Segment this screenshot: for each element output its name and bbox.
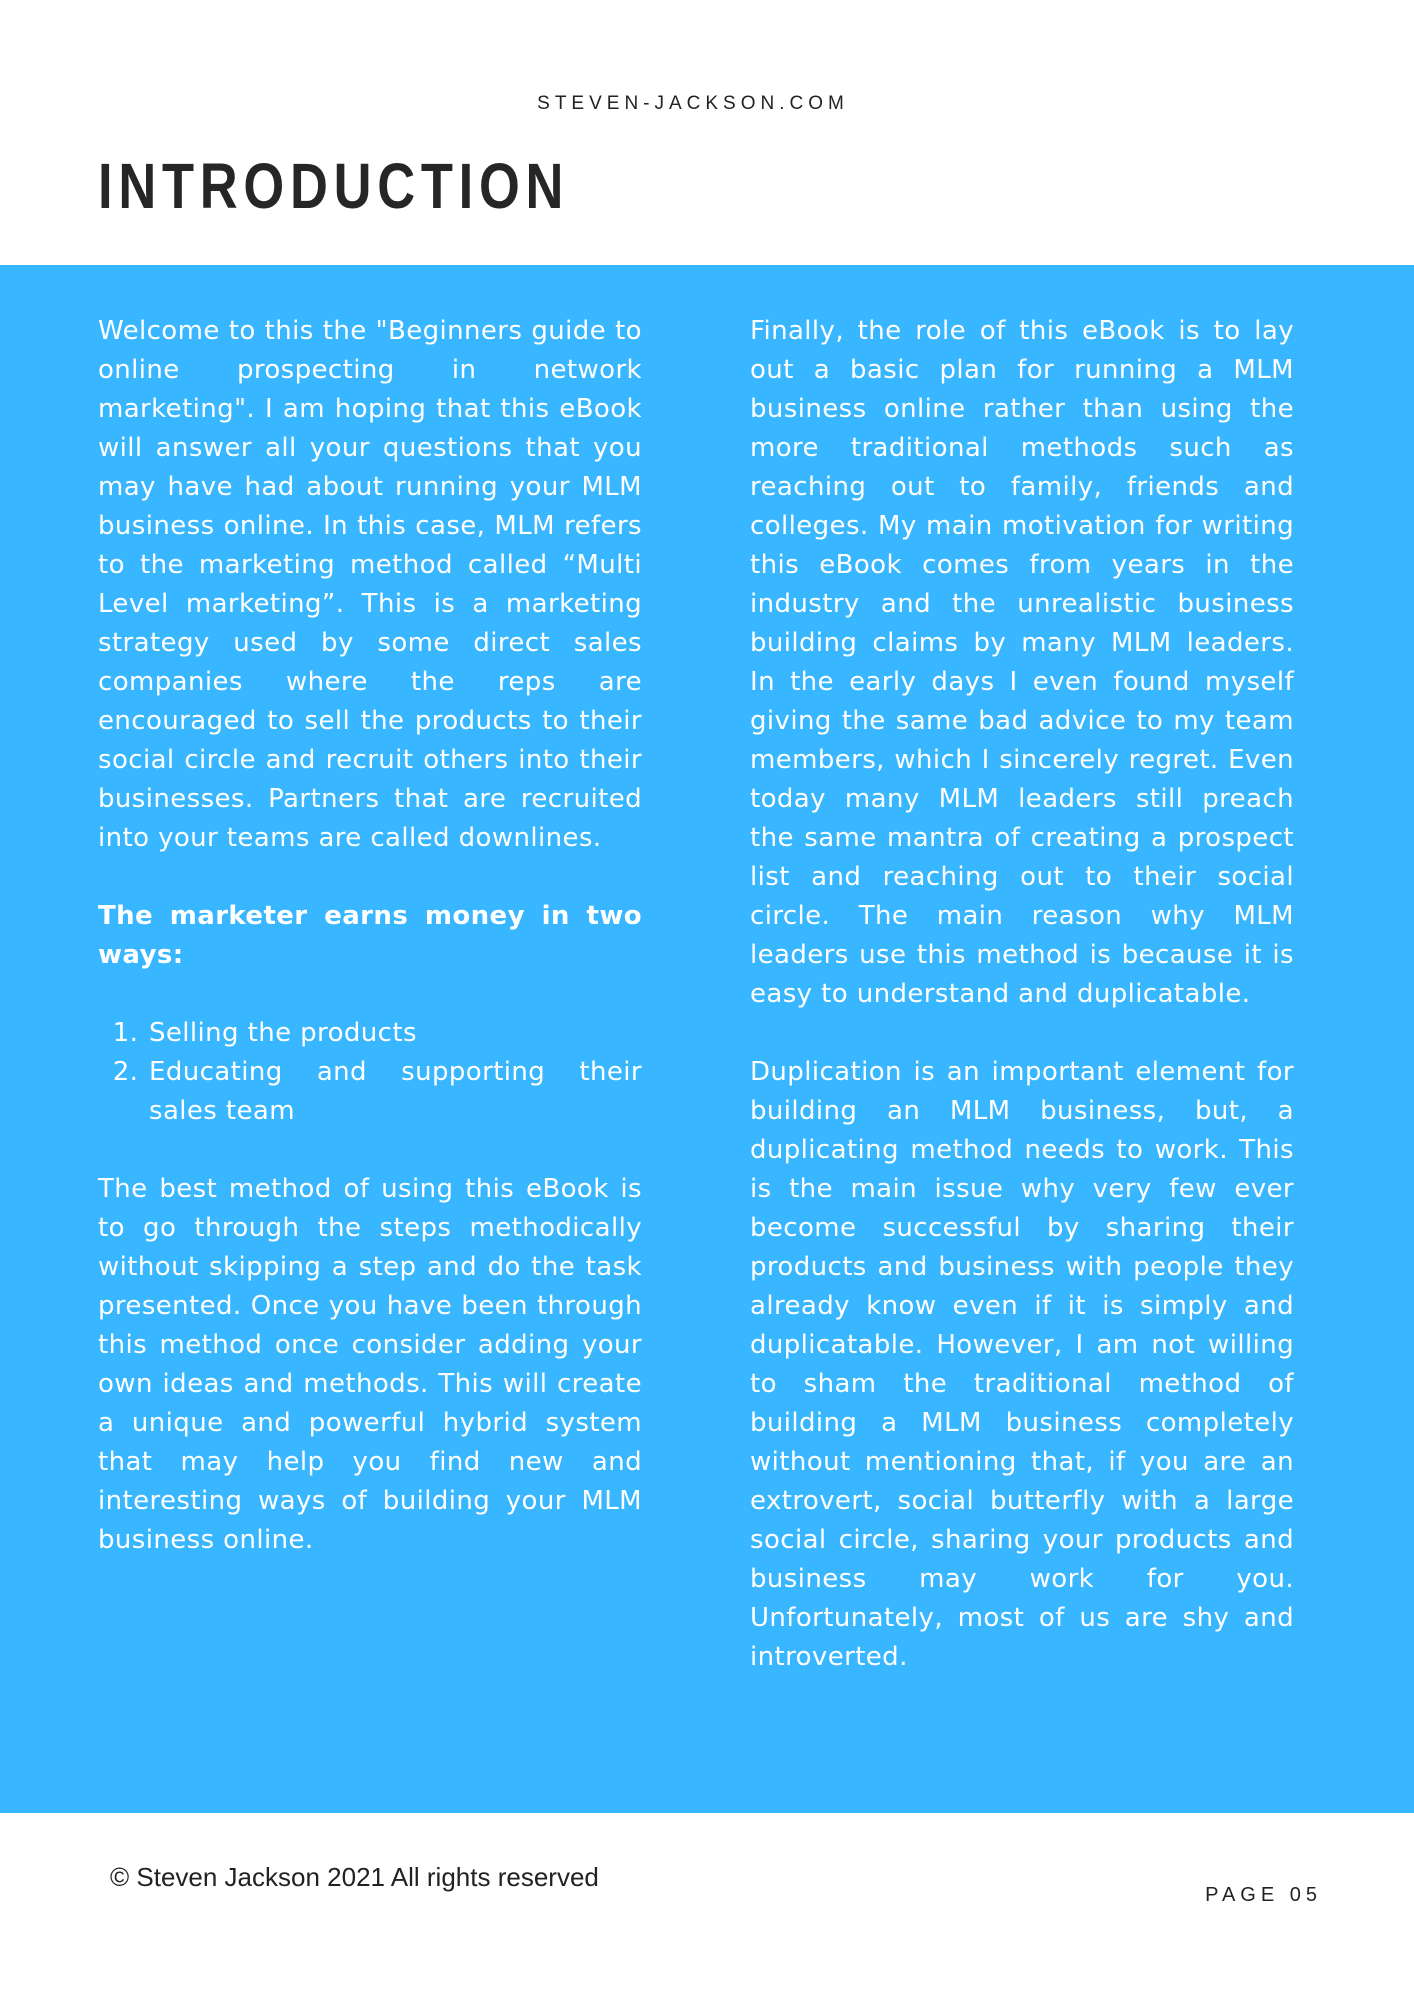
role-paragraph: Finally, the role of this eBook is to lay out a basic plan for running a MLM business online rather than using the more traditional methods such as reaching out to family, friends and colleges. My main motivation for writing this eBook comes from years in the industry and the unrealistic business building claims by many MLM leaders. In the early days I even found myself giving the same bad advice to my team members, which I sincerely regret. Even today many MLM leaders still preach the same mantra of creating a prospect list and reaching out to their social circle. The main reason why MLM leaders use this method is because it is easy to understand and duplicatable. <box>750 316 1294 1009</box>
copyright-notice: © Steven Jackson 2021 All rights reserved <box>110 1862 599 1892</box>
list-item: 2. Educating and supporting their sales team <box>147 1053 642 1131</box>
duplication-paragraph: Duplication is an important element for building an MLM business, but, a duplicating method needs to work. This is the main issue why very few ever become successful by sharing their products and business with people they already know even if it is simply and duplicatable. However, I am not willing to sham the traditional method of building a MLM business completely without mentioning that, if you are an extrovert, social butterfly with a large social circle, sharing your products and business may work for you. Unfortunately, most of us are shy and introverted. <box>750 1057 1294 1672</box>
page-number: PAGE 05 <box>1205 1884 1322 1906</box>
left-column <box>98 312 642 1599</box>
method-paragraph: The best method of using this eBook is to go through the steps methodically without skipping a step and do the task presented. Once you have been through this method once consider adding your own ideas and methods. This will create a unique and powerful hybrid system that may help you find new and interesting ways of building your MLM business online. <box>98 1174 642 1555</box>
earnings-heading: The marketer earns money in two ways: <box>98 901 642 970</box>
right-column <box>750 312 1294 1716</box>
page-title: INTRODUCTION <box>98 150 570 222</box>
intro-paragraph: Welcome to this the "Beginners guide to online prospecting in network marketing". I am hoping that this eBook will answer all your questions that you may have had about running your MLM business online. In this case, MLM refers to the marketing method called “Multi Level marketing”. This is a marketing strategy used by some direct sales companies where the reps are encouraged to sell the products to their social circle and recruit others into their businesses. Partners that are recruited into your teams are called downlines. <box>98 316 642 853</box>
site-url: STEVEN-JACKSON.COM <box>537 93 849 114</box>
earnings-list <box>98 1014 642 1131</box>
list-item: 1. Selling the products <box>147 1014 642 1053</box>
